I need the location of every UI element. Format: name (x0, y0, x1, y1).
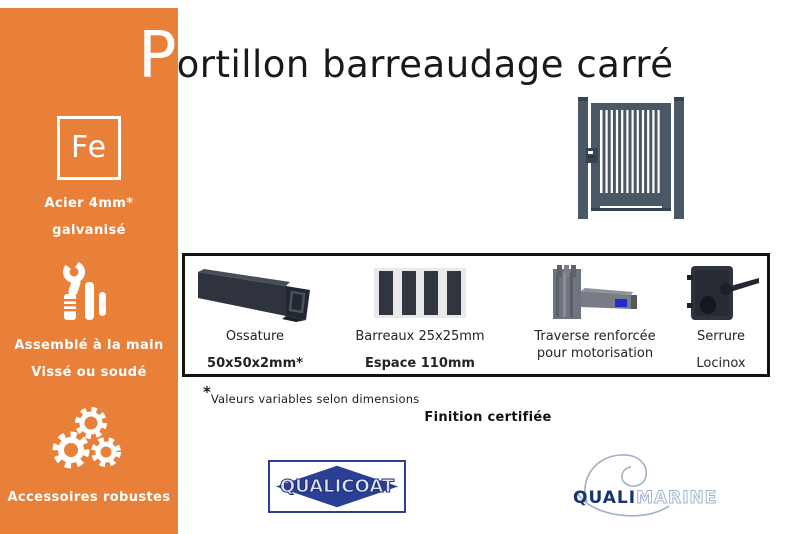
lock-image (681, 263, 761, 323)
feature-traverse (515, 256, 675, 374)
gate-lock-icon (586, 148, 598, 163)
feature-name: Serrure (696, 329, 745, 344)
feature-name: Ossature (225, 329, 285, 344)
feature-name: Traverse renforcée (534, 329, 656, 344)
title-dropcap: P (138, 19, 177, 93)
qualicoat-label: QUALICOAT (279, 476, 395, 497)
title-text: ortillon barreaudage carré (176, 43, 674, 86)
sidebar-item-accessories (0, 406, 178, 511)
bar-icon (402, 271, 416, 315)
footnote-text: Valeurs variables selon dimensions (210, 392, 420, 406)
fe-symbol-icon: Fe (57, 116, 121, 180)
feature-value: Espace 110mm (365, 356, 475, 371)
gate-image (575, 93, 687, 223)
qualimarine-label-light: MARINE (636, 488, 718, 508)
steel-line-1: Acier 4mm* (44, 196, 134, 211)
qualimarine-label (573, 488, 717, 508)
tools-icon (52, 307, 126, 326)
feature-value: Locinox (696, 356, 746, 371)
assembly-line-2: Vissé ou soudé (31, 365, 147, 380)
feature-serrure (675, 256, 767, 374)
feature-ossature (185, 256, 325, 374)
steel-line-2: galvanisé (52, 223, 126, 238)
qualicoat-logo (268, 460, 406, 513)
sidebar-item-steel (0, 116, 178, 244)
frame-profile-image (194, 263, 316, 323)
accessories-line-1: Accessoires robustes (7, 490, 171, 505)
sidebar-item-assembly (0, 260, 178, 386)
gears-icon (45, 457, 133, 476)
reinforced-crossbar-image (547, 263, 643, 323)
footnote (203, 383, 419, 407)
feature-value: pour motorisation (536, 346, 654, 361)
page-title (138, 19, 674, 93)
bar-icon (424, 271, 438, 315)
bar-icon (379, 271, 393, 315)
feature-barreaux (325, 256, 515, 374)
bars-image (374, 263, 466, 323)
assembly-line-1: Assemblé à la main (14, 338, 164, 353)
qualimarine-label-bold: QUALI (573, 488, 637, 508)
footnote-asterisk: * (203, 383, 211, 401)
features-panel (182, 253, 770, 377)
bar-icon (447, 271, 461, 315)
feature-name: Barreaux 25x25mm (355, 329, 485, 344)
certification-heading: Finition certifiée (424, 410, 552, 425)
qualimarine-logo (565, 450, 725, 525)
feature-value: 50x50x2mm* (207, 356, 303, 371)
gate-illustration (575, 93, 687, 227)
